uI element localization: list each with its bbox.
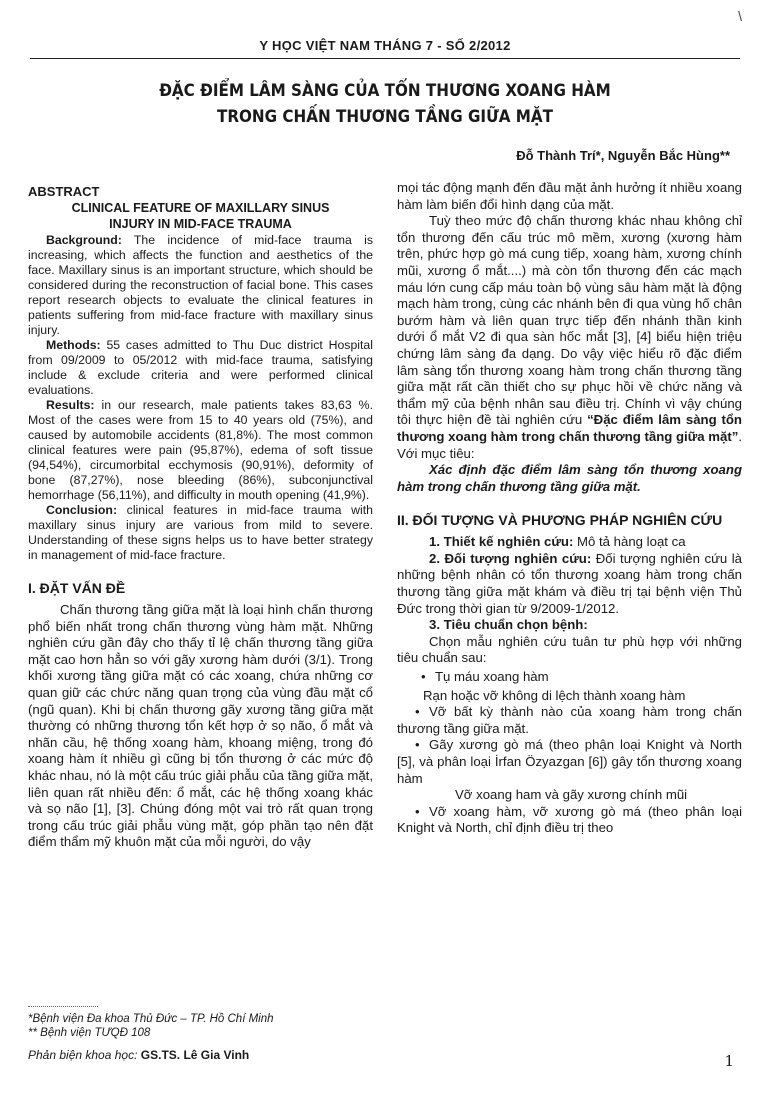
- study-title-quote: “Đặc điểm lâm sàng tổn thương xoang hàm trong chấn thương tầng giữa mặt”: [397, 412, 742, 444]
- methods-text: 55 cases admitted to Thu Duc district Hospital from 09/2009 to 05/2012 with mid-face trauma, satisfying include & exclude criteria and were performed clinical evaluations.: [28, 338, 373, 397]
- english-title-line-2: INJURY IN MID-FACE TRAUMA: [109, 217, 292, 231]
- abstract-background: [28, 233, 373, 338]
- abstract-conclusion: [28, 503, 373, 563]
- subjects-label: 2. Đối tượng nghiên cứu:: [429, 550, 592, 566]
- corner-mark: \: [738, 8, 742, 24]
- methods-label: Methods:: [46, 338, 101, 352]
- design-label: 1. Thiết kế nghiên cứu:: [429, 534, 574, 550]
- article-title: [86, 78, 684, 130]
- footnote-2: ** Bệnh viện TƯQĐ 108: [28, 1027, 151, 1039]
- english-title-line-1: CLINICAL FEATURE OF MAXILLARY SINUS: [71, 201, 330, 215]
- reviewer-line: [28, 1048, 373, 1062]
- results-text: in our research, male patients takes 83,63 %. Most of the cases were from 15 to 40 years old (75%), and caused by automobile accidents (81,8%). The most common clinical features were pain (95,87%), edema of soft tissue (94,54%), circumorbital ecchymosis (90,91%), deformity of bone (87,27%), nose bleeding (86%), subconjunctival hemorrhage (56,11%), and difficulty in mouth opening (41,9%).: [28, 398, 373, 502]
- section-1-left: [28, 581, 373, 851]
- criteria-bullet-3: [397, 737, 742, 787]
- reviewer-label: Phản biện khoa học:: [28, 1048, 141, 1062]
- bullet-dot-icon: •: [415, 803, 420, 819]
- page-number: 1: [724, 1052, 734, 1070]
- footnotes: [28, 1012, 373, 1062]
- abstract-results: [28, 398, 373, 503]
- left-column: [28, 180, 373, 851]
- title-line-2: TRONG CHẤN THƯƠNG TẦNG GIỮA MẶT: [216, 107, 554, 126]
- bullet-2-text: Vỡ bất kỳ thành nào của xoang hàm trong chấn thương tầng giữa mặt.: [397, 704, 742, 736]
- section-1-heading: I. ĐẶT VẤN ĐỀ: [28, 580, 126, 596]
- bullet-dot-icon: •: [415, 704, 420, 720]
- para2-end: . Với mục tiêu:: [397, 428, 742, 461]
- section-1-paragraph-2: [397, 213, 742, 462]
- conclusion-label: Conclusion:: [46, 503, 118, 517]
- criteria-bullet-2: [397, 704, 742, 737]
- abstract-heading: ABSTRACT: [28, 184, 100, 199]
- running-head: Y HỌC VIỆT NAM THÁNG 7 - SỐ 2/2012: [259, 38, 511, 53]
- design-item: [397, 534, 742, 551]
- right-column: [397, 180, 742, 837]
- abstract-methods: [28, 338, 373, 398]
- conclusion-text: clinical features in mid-face trauma with maxillary sinus injury are various from mild to severe. Understanding of these signs helps us to have better strategy in management of mid-face fracture.: [28, 503, 373, 562]
- bullet-4-text: Vỡ xoang hàm, vỡ xương gò má (theo phân loại Knight và North, chỉ định điều trị theo: [397, 803, 742, 836]
- authors: Đỗ Thành Trí*, Nguyễn Bắc Hùng**: [516, 148, 730, 163]
- criteria-bullet-1-sub: Rạn hoặc vỡ không di lệch thành xoang hàm: [423, 687, 686, 703]
- section-2-heading: II. ĐỐI TƯỢNG VÀ PHƯƠNG PHÁP NGHIÊN CỨU: [397, 512, 723, 529]
- study-objective: Xác định đặc điểm lâm sàng tổn thương xoang hàm trong chấn thương tầng giữa mặt.: [397, 462, 742, 494]
- footnote-1: *Bệnh viện Đa khoa Thủ Đức – TP. Hồ Chí Minh: [28, 1013, 274, 1025]
- background-label: Background:: [46, 233, 122, 247]
- design-text: Mô tả hàng loạt ca: [573, 534, 686, 550]
- criteria-intro: Chọn mẫu nghiên cứu tuân tư phù hợp với những tiêu chuẩn sau:: [397, 633, 742, 666]
- subjects-item: [397, 551, 742, 617]
- footnote-rule: [28, 1006, 98, 1007]
- bullet-3-text: Gãy xương gò má (theo phận loại Knight và North [5], và phân loại İrfan Özyazgan [6]) gây tổn thương xoang hàm: [397, 737, 742, 786]
- bullet-1-text: Tụ máu xoang hàm: [435, 669, 549, 685]
- para2-text: Tuỳ theo mức độ chấn thương khác nhau không chỉ tổn thương đến cấu trúc mô mềm, xương (xương hàm trên, phức hợp gò má cung tiếp, xoang hàm, xương chính mũi, xương ổ mắt....) mà còn tổn thương đến các mạch máu lớn cung cấp máu toàn bộ vùng sâu hàm mặt là động mạch hàm trong, cùng các nhánh bên đi qua vùng hố chân bướm hàm và liên quan trực tiếp đến nhánh thần kinh dưới ổ mắt V2 đi qua sàn hốc mắt [3], [4] biểu hiện triệu chứng lâm sàng đa dạng. Do vậy việc hiểu rõ đặc điểm lâm sàng tổn thương xoang hàm trong chấn thương tầng giữa mặt rất cần thiết cho sự phục hồi về chức năng và thẩm mỹ của bệnh nhân sau điều trị. Chính vì vậy chúng tôi thực hiện đề tài nghiên cứu: [397, 213, 742, 428]
- subjects-text: Đối tượng nghiên cứu là những bệnh nhân có tổn thương xoang hàm trong chấn thương tầng giữa mặt khám và điều trị tại bệnh viện Thủ Đức trong thời gian từ 9/2009-1/2012.: [397, 550, 742, 616]
- bullet-dot-icon: •: [415, 737, 420, 753]
- title-line-1: ĐẶC ĐIỂM LÂM SÀNG CỦA TỔN THƯƠNG XOANG HÀM: [159, 81, 611, 100]
- section-1-paragraph-1: Chấn thương tầng giữa mặt là loại hình chấn thương phổ biến nhất trong chấn thương vùng hàm mặt. Những nghiên cứu gần đây cho thấy tỉ lệ chấn thương tầng giữa mặt cao hơn hẳn so với gãy xương hàm dưới (3/1). Trong khối xương tầng giữa mặt có các xoang, chứa những cơ quan giữ các chức năng quan trọng của vùng đầu mặt cổ (ngũ quan). Khi bị chấn thương gãy xương tầng giữa mặt thường có những thương tổn kết hợp ở sọ não, ổ mắt và nhãn cầu, hệ thống xoang hàm, khoang miệng, trong đó xoang hàm ít nhiều gì cũng bị tổn thương ở các mức độ khác nhau, nó là một cấu trúc giải phẫu của tầng giữa mặt, liên quan rất nhiều đến: ổ mắt, các hệ thống xoang khác và sọ não [1], [3]. Chúng đóng một vai trò rất quan trọng trong cấu trúc giải phẫu vùng mặt, góp phần tạo nên đặt điểm thẩm mỹ khuôn mặt của mỗi người, do vậy: [28, 602, 373, 850]
- background-text: The incidence of mid-face trauma is increasing, which affects the function and aesthetics of the face. Maxillary sinus is an important structure, which should be considered during the reconstruction of facial bone. This cases report research objects to evaluate the clinical features in patients suffering from mid-face fracture with maxillary sinus injury.: [28, 233, 373, 337]
- criteria-bullet-4: [397, 804, 742, 837]
- results-label: Results:: [46, 398, 95, 412]
- header-rule: [30, 58, 740, 59]
- criteria-bullet-1: [397, 669, 742, 686]
- criteria-label: 3. Tiêu chuẩn chọn bệnh:: [429, 617, 588, 633]
- criteria-bullet-3-sub: Vỡ xoang ham và gãy xương chính mũi: [455, 787, 688, 803]
- section-1-paragraph-1-continued: mọi tác động mạnh đến đầu mặt ảnh hưởng ít nhiều xoang hàm làm biến đổi hình dạng của mặt.: [397, 180, 742, 212]
- bullet-dot-icon: •: [421, 669, 426, 685]
- reviewer-name: GS.TS. Lê Gia Vinh: [140, 1048, 250, 1062]
